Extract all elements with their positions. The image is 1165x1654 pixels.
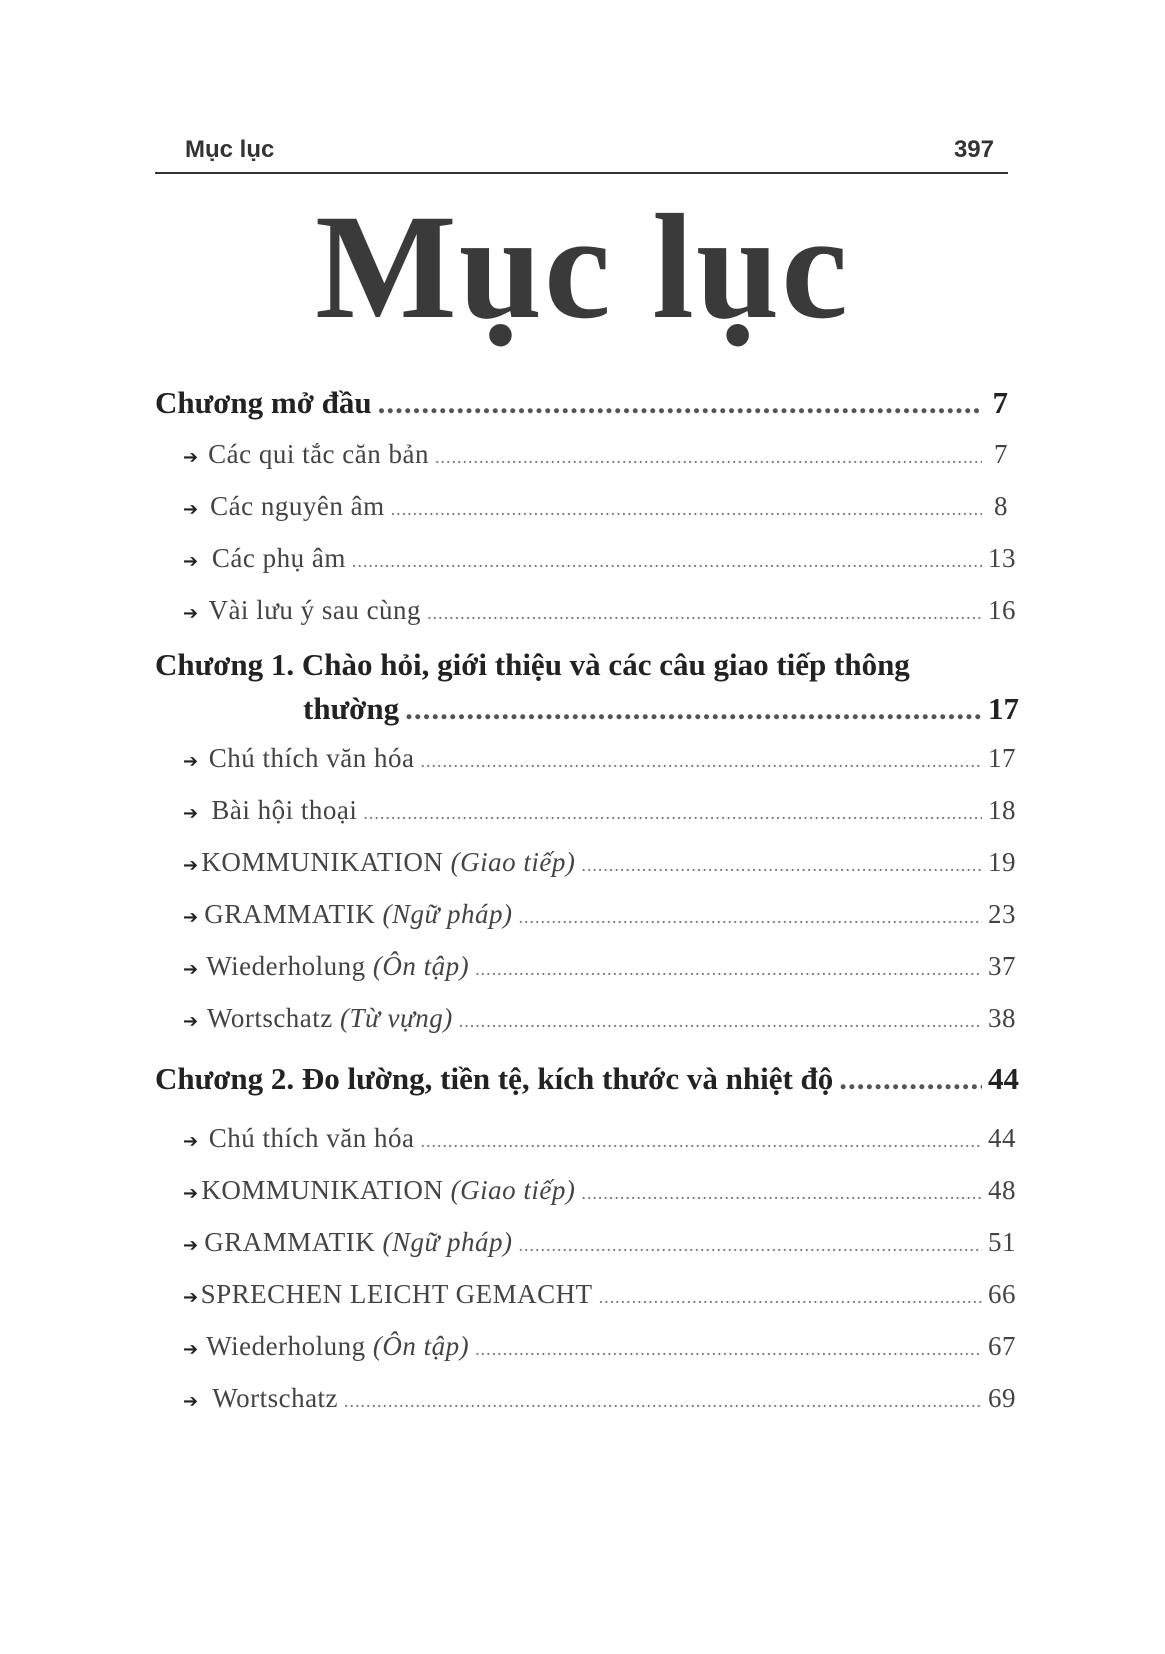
dot-leader bbox=[378, 385, 982, 421]
dot-leader bbox=[475, 959, 982, 980]
arrow-bullet-icon: ➔ bbox=[183, 1011, 199, 1032]
toc-entry[interactable] bbox=[155, 951, 1016, 1003]
arrow-bullet-icon: ➔ bbox=[183, 447, 199, 468]
entry-label: Các nguyên âm bbox=[210, 491, 385, 521]
arrow-bullet-icon: ➔ bbox=[183, 1183, 199, 1204]
toc-entry[interactable] bbox=[155, 595, 1016, 647]
entry-page: 19 bbox=[988, 847, 1016, 877]
dot-leader bbox=[519, 907, 983, 928]
entry-label: GRAMMATIK (Ngữ pháp) bbox=[204, 1227, 513, 1257]
entry-label: Wortschatz (Từ vựng) bbox=[207, 1003, 453, 1033]
arrow-bullet-icon: ➔ bbox=[183, 751, 199, 772]
entry-label: Wortschatz bbox=[212, 1383, 339, 1413]
entry-page: 23 bbox=[988, 899, 1016, 929]
dot-leader bbox=[519, 1235, 983, 1256]
chapter-title-line1: Chương 1. Chào hỏi, giới thiệu và các câu giao tiếp thông bbox=[155, 647, 910, 682]
entry-page: 8 bbox=[994, 491, 1008, 521]
dot-leader bbox=[420, 1131, 982, 1152]
entry-label: Các phụ âm bbox=[211, 543, 346, 573]
toc-chapter-1[interactable] bbox=[155, 647, 1019, 743]
entry-note: (Từ vựng) bbox=[340, 1003, 453, 1033]
entry-label: Chú thích văn hóa bbox=[208, 1123, 415, 1153]
toc-entry[interactable] bbox=[155, 1123, 1016, 1175]
arrow-bullet-icon: ➔ bbox=[183, 499, 199, 520]
arrow-bullet-icon: ➔ bbox=[183, 551, 199, 572]
entry-page: 48 bbox=[988, 1175, 1016, 1205]
entry-note: (Ngữ pháp) bbox=[382, 899, 513, 929]
toc-entry[interactable] bbox=[155, 847, 1016, 899]
dot-leader bbox=[581, 1183, 982, 1204]
running-title: Mục lục bbox=[185, 136, 275, 163]
toc-entry[interactable] bbox=[155, 743, 1016, 795]
chapter-title-line2: thường bbox=[303, 691, 400, 726]
entry-label: Wiederholung (Ôn tập) bbox=[206, 951, 470, 981]
entry-label: Các qui tắc căn bản bbox=[208, 439, 429, 469]
chapter-page: 44 bbox=[988, 1061, 1019, 1096]
entry-page: 38 bbox=[988, 1003, 1016, 1033]
entry-page: 16 bbox=[988, 595, 1016, 625]
entry-page: 66 bbox=[988, 1279, 1016, 1309]
dot-leader bbox=[420, 751, 982, 772]
dot-leader bbox=[344, 1391, 982, 1412]
entry-note: (Ngữ pháp) bbox=[382, 1227, 513, 1257]
arrow-bullet-icon: ➔ bbox=[183, 855, 199, 876]
toc-entry[interactable] bbox=[155, 491, 1008, 543]
chapter-title: Chương 2. Đo lường, tiền tệ, kích thước và nhiệt độ bbox=[155, 1061, 834, 1096]
toc-entry[interactable] bbox=[155, 1003, 1016, 1055]
dot-leader bbox=[405, 691, 982, 727]
toc-entry[interactable] bbox=[155, 1175, 1016, 1227]
dot-leader bbox=[363, 803, 982, 824]
running-header bbox=[155, 128, 1008, 174]
entry-label: Bài hội thoại bbox=[211, 795, 358, 825]
chapter-page: 7 bbox=[992, 385, 1008, 420]
entry-note: (Giao tiếp) bbox=[450, 1175, 576, 1205]
toc-entry[interactable] bbox=[155, 1331, 1016, 1383]
entry-label: KOMMUNIKATION (Giao tiếp) bbox=[201, 847, 576, 877]
arrow-bullet-icon: ➔ bbox=[183, 1287, 199, 1308]
arrow-bullet-icon: ➔ bbox=[183, 1339, 199, 1360]
arrow-bullet-icon: ➔ bbox=[183, 959, 199, 980]
dot-leader bbox=[427, 603, 982, 624]
dot-leader bbox=[839, 1061, 982, 1097]
entry-label: SPRECHEN LEICHT GEMACHT bbox=[200, 1279, 593, 1309]
dot-leader bbox=[459, 1011, 982, 1032]
dot-leader bbox=[391, 499, 982, 520]
arrow-bullet-icon: ➔ bbox=[183, 1131, 199, 1152]
arrow-bullet-icon: ➔ bbox=[183, 603, 199, 624]
entry-note: (Ôn tập) bbox=[372, 951, 470, 981]
dot-leader bbox=[581, 855, 982, 876]
arrow-bullet-icon: ➔ bbox=[183, 907, 199, 928]
toc-entry[interactable] bbox=[155, 795, 1016, 847]
entry-note: (Ôn tập) bbox=[372, 1331, 470, 1361]
dot-leader bbox=[352, 551, 982, 572]
chapter-title: Chương mở đầu bbox=[155, 385, 372, 420]
toc-entry[interactable] bbox=[155, 543, 1016, 595]
entry-page: 17 bbox=[988, 743, 1016, 773]
entry-page: 37 bbox=[988, 951, 1016, 981]
entry-label: Vài lưu ý sau cùng bbox=[208, 595, 422, 625]
toc-chapter-2[interactable] bbox=[155, 1055, 1019, 1123]
arrow-bullet-icon: ➔ bbox=[183, 803, 199, 824]
entry-page: 18 bbox=[988, 795, 1016, 825]
entry-page: 67 bbox=[988, 1331, 1016, 1361]
entry-page: 44 bbox=[988, 1123, 1016, 1153]
toc-entry[interactable] bbox=[155, 899, 1016, 951]
entry-page: 69 bbox=[988, 1383, 1016, 1413]
entry-page: 7 bbox=[994, 439, 1008, 469]
dot-leader bbox=[599, 1287, 982, 1308]
toc-chapter-intro[interactable] bbox=[155, 385, 1008, 439]
entry-label: KOMMUNIKATION (Giao tiếp) bbox=[201, 1175, 576, 1205]
entry-label: GRAMMATIK (Ngữ pháp) bbox=[204, 899, 513, 929]
toc-entry[interactable] bbox=[155, 1227, 1016, 1279]
dot-leader bbox=[435, 447, 982, 468]
arrow-bullet-icon: ➔ bbox=[183, 1391, 199, 1412]
toc-entry[interactable] bbox=[155, 439, 1008, 491]
toc-entry[interactable] bbox=[155, 1279, 1016, 1331]
entry-label: Chú thích văn hóa bbox=[208, 743, 415, 773]
entry-page: 13 bbox=[988, 543, 1016, 573]
table-of-contents bbox=[155, 385, 1019, 1435]
dot-leader bbox=[475, 1339, 982, 1360]
entry-page: 51 bbox=[988, 1227, 1016, 1257]
chapter-page: 17 bbox=[988, 691, 1019, 726]
entry-note: (Giao tiếp) bbox=[450, 847, 576, 877]
page-number: 397 bbox=[953, 136, 994, 163]
toc-entry[interactable] bbox=[155, 1383, 1016, 1435]
entry-label: Wiederholung (Ôn tập) bbox=[206, 1331, 470, 1361]
arrow-bullet-icon: ➔ bbox=[183, 1235, 199, 1256]
page-title: Mục lục bbox=[315, 184, 850, 350]
